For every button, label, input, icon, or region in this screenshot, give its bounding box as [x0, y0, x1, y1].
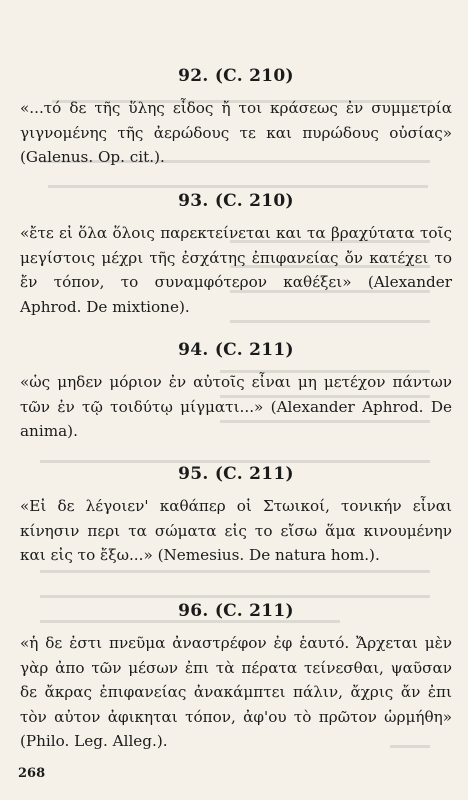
entry-heading: 96. (C. 211)	[178, 601, 294, 621]
entry-heading: 92. (C. 210)	[178, 66, 294, 86]
entry-heading: 94. (C. 211)	[178, 340, 294, 360]
entry-95	[20, 460, 452, 568]
entry-heading: 95. (C. 211)	[178, 464, 294, 484]
entry-heading: 93. (C. 210)	[178, 191, 294, 211]
entry-96	[20, 597, 452, 754]
entry-text: «...τό δε τῆς ὕλης εἶδος ἤ τοι κράσεως ἐν συμμετρία γιγνομένης τῆς ἀερώδους τε και πυρώδους οὐσίας» (Galenus. Op. cit.).	[20, 99, 452, 166]
entry-text: «Εἰ δε λέγοιεν' καθάπερ οἱ Στωικοί, τονικήν εἶναι κίνησιν περι τα σώματα εἰς το εἴσω ἅμα κινουμένην και εἰς το ἔξω...» (Nemesius. De natura hom.).	[20, 497, 452, 564]
page-number: 268	[18, 766, 46, 781]
entry-92	[20, 62, 452, 170]
entry-text: «ὡς μηδεν μόριον ἐν αὐτοῖς εἶναι μη μετέχον πάντων τῶν ἐν τῷ τοιδύτῳ μίγματι...» (Alexander Aphrod. De anima).	[20, 373, 452, 440]
entry-text: «ἡ δε ἐστι πνεῦμα ἀναστρέφον ἐφ ἑαυτό. Ἄρχεται μὲν γὰρ ἀπο τῶν μέσων ἐπι τὰ πέρατα τείνεσθαι, ψαῦσαν δε ἄκρας ἐπιφανείας ἀνακάμπτει πάλιν, ἄχρις ἄν ἐπι τὸν αὐτον ἀφικηται τόπον, ἀφ'ου τὸ πρῶτον ὡρμήθη» (Philo. Leg. Alleg.).	[20, 634, 452, 750]
entry-text: «ἔτε εἰ ὅλα ὅλοις παρεκτείνεται και τα βραχύτατα τοῖς μεγίστοις μέχρι τῆς ἐσχάτης ἐπιφανείας ὄν κατέχει το ἔν τόπον, το συναμφότερον καθέξει» (Alexander Aphrod. De mixtione).	[20, 224, 452, 316]
entry-93	[20, 187, 452, 319]
entry-94	[20, 336, 452, 444]
